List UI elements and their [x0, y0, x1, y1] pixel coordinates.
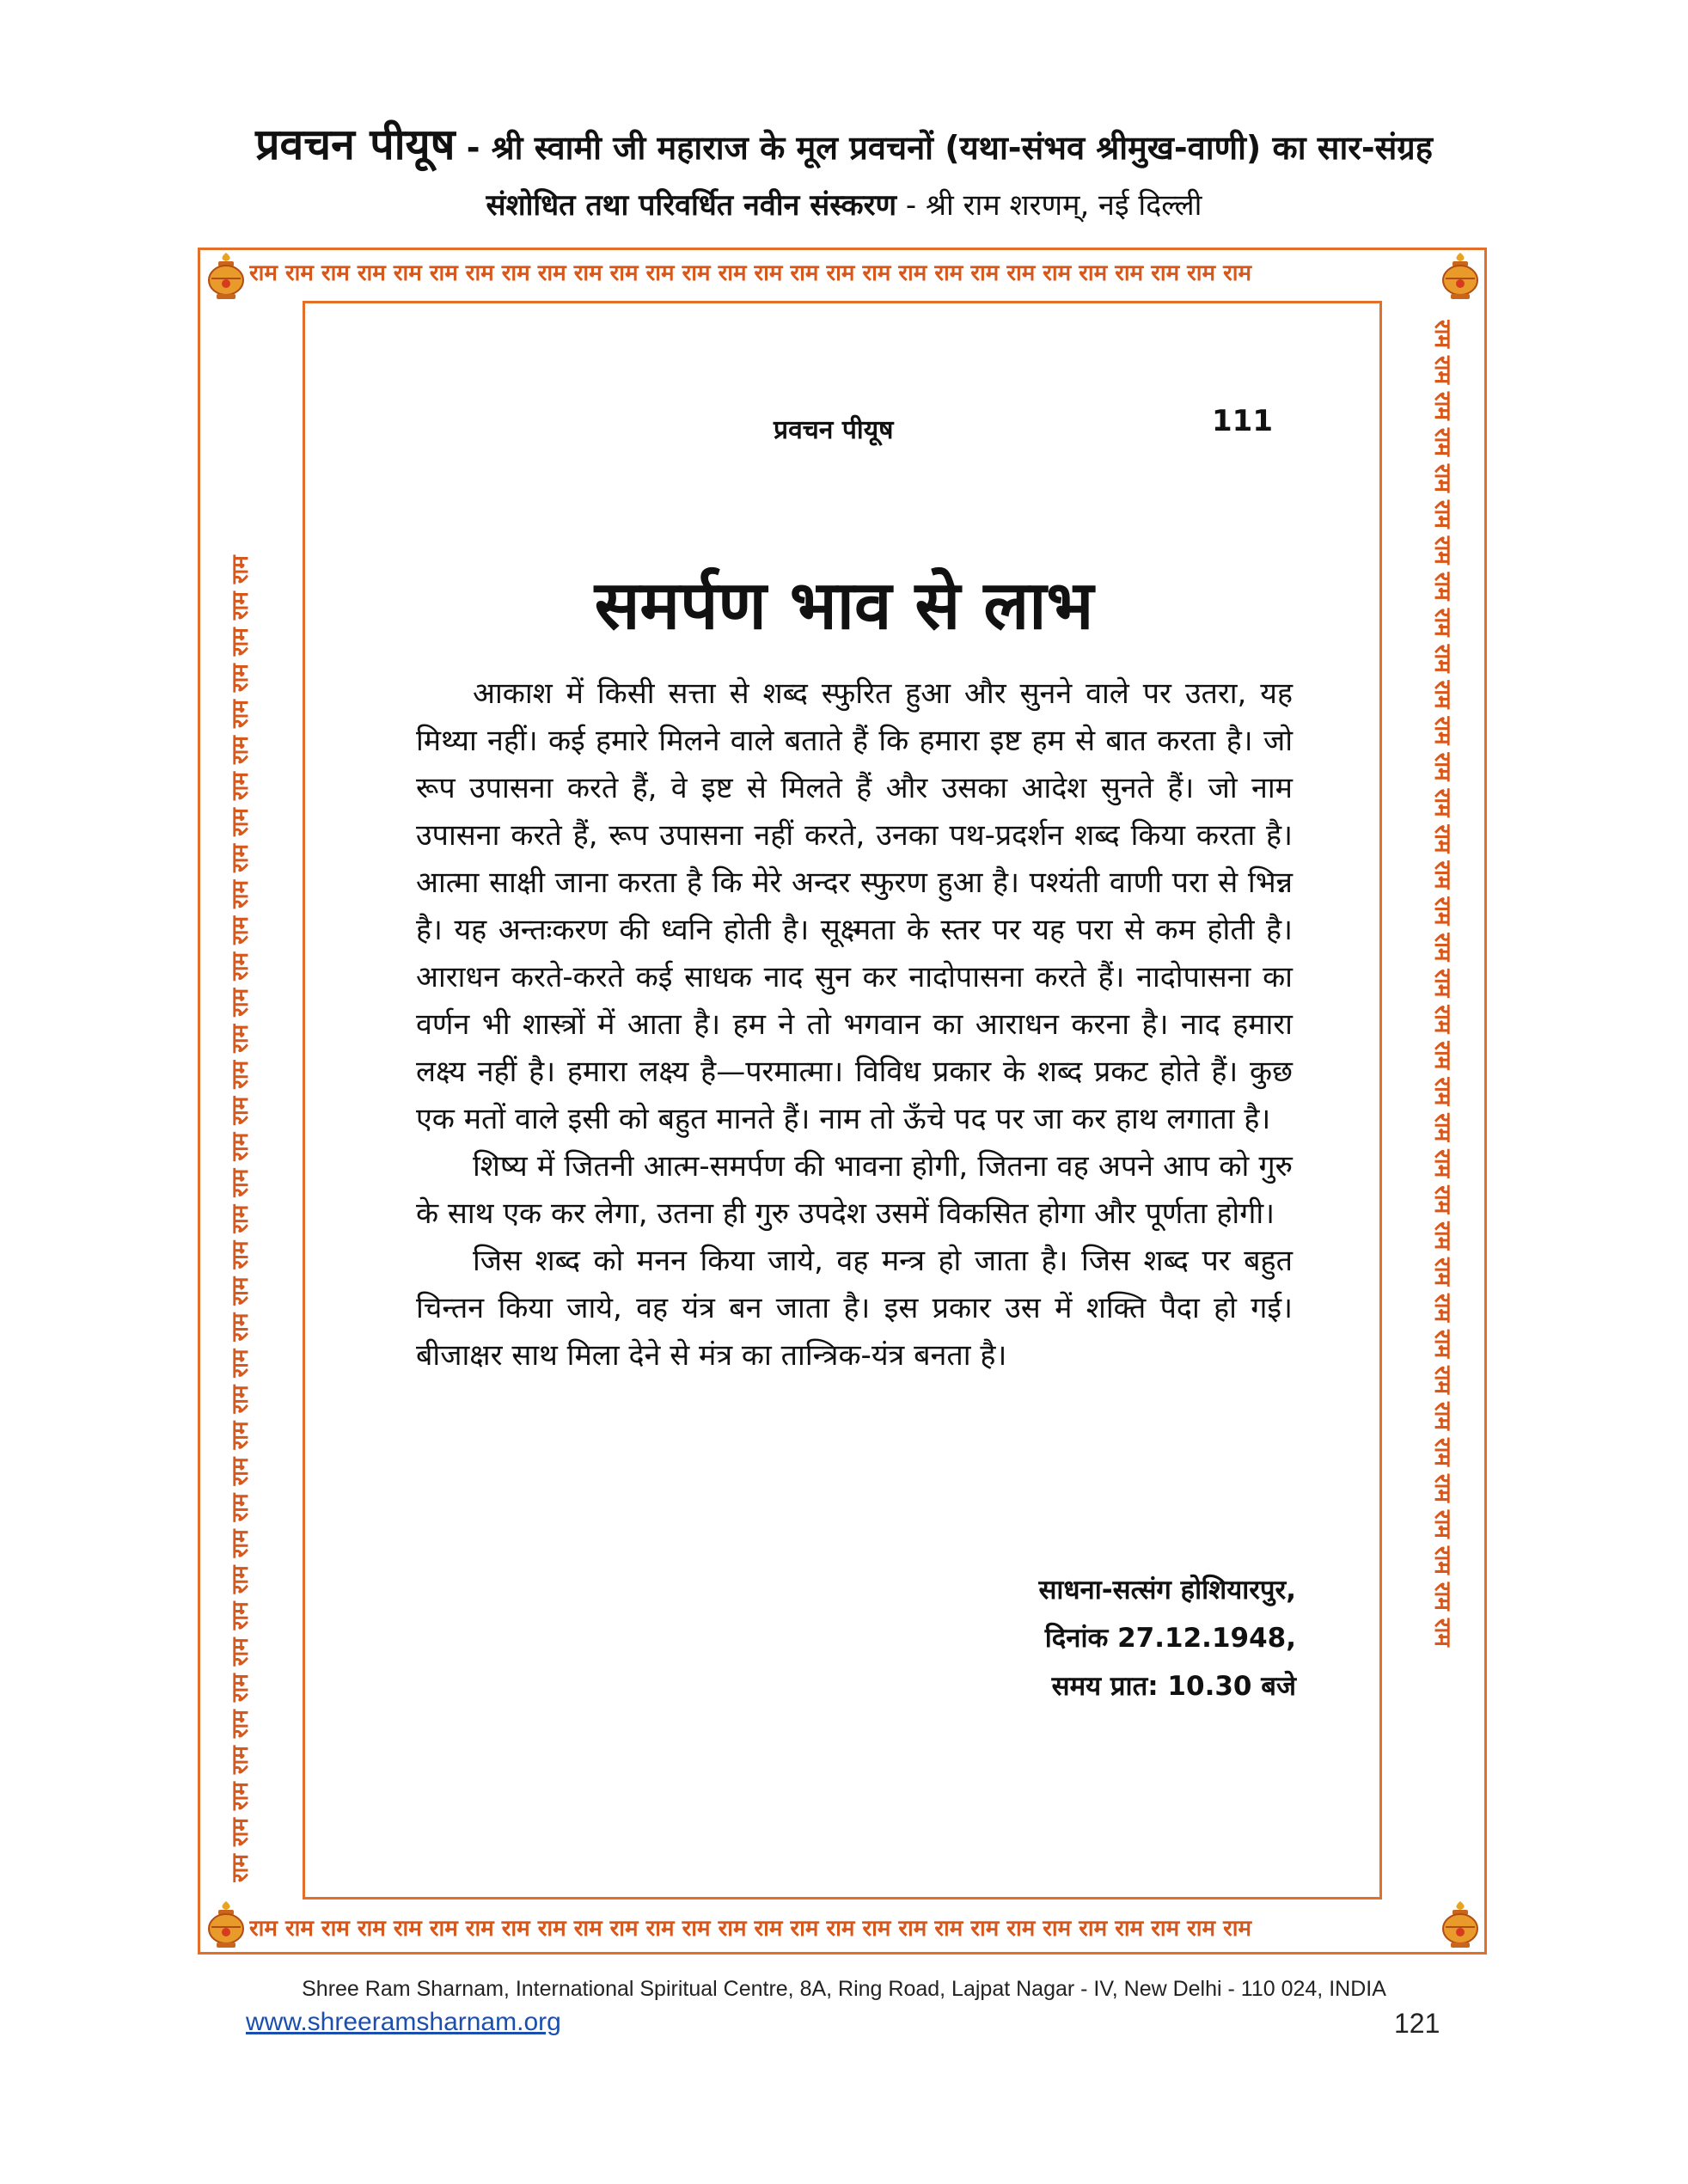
website-link[interactable]: www.shreeramsharnam.org: [246, 2008, 561, 2036]
header-edition-line: [0, 184, 1688, 223]
book-title: प्रवचन पीयूष: [255, 119, 456, 169]
edition-label: संशोधित तथा परिवर्धित नवीन संस्करण: [486, 188, 897, 223]
footer-address: Shree Ram Sharnam, International Spiritual Centre, 8A, Ring Road, Lajpat Nagar - IV, New Delhi - 110 024, INDIA: [302, 1977, 1386, 2001]
edition-publisher: - श्री राम शरणम्, नई दिल्ली: [896, 188, 1202, 223]
paragraph: जिस शब्द को मनन किया जाये, वह मन्त्र हो जाता है। जिस शब्द पर बहुत चिन्तन किया जाये, वह यंत्र बन जाता है। इस प्रकार उस में शक्ति पैदा हो गई। बीजाक्षर साथ मिला देने से मंत्र का तान्त्रिक-यंत्र बनता है।: [416, 1244, 1293, 1373]
header-title-line: [0, 113, 1688, 172]
kalash-icon: [203, 1898, 249, 1949]
signature-place: साधना-सत्संग होशियारपुर,: [1038, 1575, 1296, 1606]
title-separator: -: [455, 129, 492, 167]
kalash-icon: [1437, 1898, 1483, 1949]
footer-page-number: 121: [1394, 2008, 1440, 2039]
border-text-right: राम राम राम राम राम राम राम राम राम राम राम राम राम राम राम राम राम राम राम राम राम राम राम राम राम राम राम राम राम राम राम राम राम राम राम राम राम: [1429, 320, 1455, 1647]
kalash-icon: [203, 249, 249, 301]
article-body: [416, 670, 1293, 1380]
running-head: प्रवचन पीयूष: [774, 415, 894, 445]
border-text-top: राम राम राम राम राम राम राम राम राम राम राम राम राम राम राम राम राम राम राम राम राम राम राम राम राम राम राम राम: [249, 260, 1252, 286]
paragraph: आकाश में किसी सत्ता से शब्द स्फुरित हुआ और सुनने वाले पर उतरा, यह मिथ्या नहीं। कई हमारे मिलने वाले बताते हैं कि हमारा इष्ट हम से बात करता है। जो रूप उपासना करते हैं, वे इष्ट से मिलते हैं और उसका आदेश सुनते हैं। जो नाम उपासना करते हैं, रूप उपासना नहीं करते, उनका पथ-प्रदर्शन शब्द किया करता है। आत्मा साक्षी जाना करता है कि मेरे अन्दर स्फुरण हुआ है। पश्यंती वाणी परा से भिन्न है। यह अन्तःकरण की ध्वनि होती है। सूक्ष्मता के स्तर पर यह परा से कम होती है। आराधन करते-करते कई साधक नाद सुन कर नादोपासना करते हैं। नादोपासना का वर्णन भी शास्त्रों में आता है। हम ने तो भगवान का आराधन करना है। नाद हमारा लक्ष्य नहीं है। हमारा लक्ष्य है—परमात्मा। विविध प्रकार के शब्द प्रकट होते हैं। कुछ एक मतों वाले इसी को बहुत मानते हैं। नाम तो ऊँचे पद पर जा कर हाथ लगाता है।: [416, 676, 1293, 1136]
book-subtitle: श्री स्वामी जी महाराज के मूल प्रवचनों (यथा-संभव श्रीमुख-वाणी) का सार-संग्रह: [491, 129, 1433, 167]
article-title: समर्पण भाव से लाभ: [594, 566, 1094, 645]
border-text-left: राम राम राम राम राम राम राम राम राम राम राम राम राम राम राम राम राम राम राम राम राम राम राम राम राम राम राम राम राम राम राम राम राम राम राम राम राम: [228, 555, 254, 1882]
signature-time: समय प्रात: 10.30 बजे: [1051, 1671, 1296, 1702]
signature-block: [945, 1566, 1296, 1710]
inner-page-number: 111: [1212, 404, 1273, 438]
signature-date: दिनांक 27.12.1948,: [1044, 1623, 1296, 1654]
paragraph: शिष्य में जितनी आत्म-समर्पण की भावना होगी, जितना वह अपने आप को गुरु के साथ एक कर लेगा, उतना ही गुरु उपदेश उसमें विकसित होगा और पूर्णता होगी।: [416, 1149, 1293, 1231]
border-text-bottom: राम राम राम राम राम राम राम राम राम राम राम राम राम राम राम राम राम राम राम राम राम राम राम राम राम राम राम राम: [249, 1916, 1252, 1942]
kalash-icon: [1437, 249, 1483, 301]
